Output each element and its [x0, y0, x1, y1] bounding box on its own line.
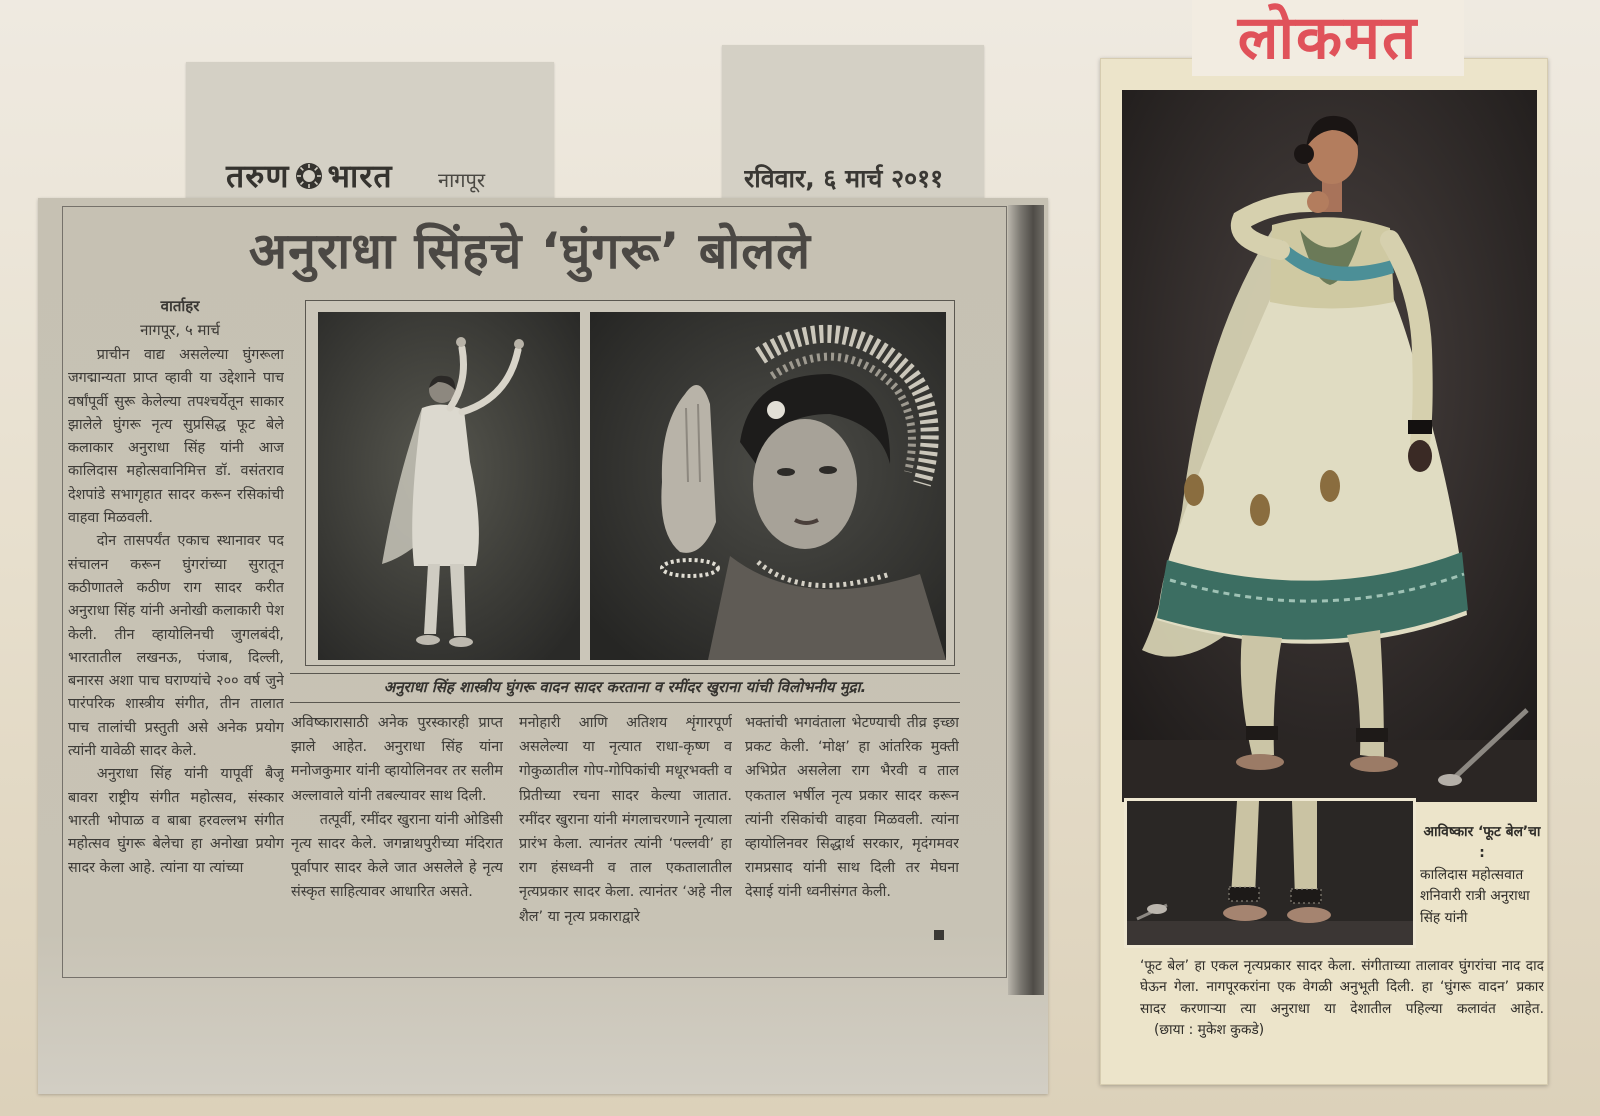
tarun-bharat-emblem-icon: [294, 161, 324, 191]
photo-credit: (छाया : मुकेश कुकडे): [1154, 1022, 1265, 1039]
photo-caption: अनुराधा सिंह शास्त्रीय घुंगरू वादन सादर करताना व रमींदर खुराना यांची विलोभनीय मुद्रा.: [290, 673, 960, 703]
byline: वार्ताहर: [160, 297, 200, 315]
logo-word-tarun: तरुण: [226, 157, 290, 195]
issue-date: रविवार, ६ मार्च २०११: [744, 164, 944, 193]
caption-heading: आविष्कार ‘फूट बेल’चा :: [1423, 824, 1541, 862]
tarun-bharat-date-clip: [722, 45, 984, 202]
photo-anuradha-singh-foot-bell: [1122, 90, 1537, 802]
dateline: नागपूर, ५ मार्च: [140, 321, 220, 339]
dancer-photo-1: [318, 312, 580, 660]
article-column-2: [291, 711, 503, 959]
paragraph: अनुराधा सिंह यांनी यापूर्वी बैजू बावरा राष्ट्रीय संगीत महोत्सव, संस्कार भारती भोपाळ व बाबा हरवल्लभ संगीत महोत्सव घुंगरू बेलेचा हा अनोखा प्रयोग सादर केला आहे. त्यांना या त्यांच्या: [68, 766, 284, 876]
paragraph: प्राचीन वाद्य असलेल्या घुंगरूला जगद्मान्यता प्राप्त व्हावी या उद्देशाने पाच वर्षांपूर्वी सुरू केलेल्या तपश्चर्येतून साकार झालेले घुंगरू नृत्य सुप्रसिद्ध फूट बेले कलाकार अनुराधा सिंह यांनी आज कालिदास महोत्सवानिमित्त डॉ. वसंतराव देशपांडे सभागृहात सादर करून रसिकांची वाहवा मिळवली.: [68, 347, 284, 527]
photo-caption-side: [1420, 822, 1544, 952]
paragraph: दोन तासपर्यंत एकाच स्थानावर पद संचालन करून घुंगरांच्या सुरातून कठीणातले कठीण राग सादर करीत अनुराधा सिंह यांनी अनोखी कलाकारी पेश केली. तीन व्हायोलिनची जुगलबंदी, भारतातील लखनऊ, पंजाब, दिल्ली, बनारस अशा पाच घराण्यांचे २०० वर्ष जुने पारंपरिक शास्त्रीय संगीत, तीन तालात पाच तालांची प्रस्तुती असे अनेक प्रयोग त्यांनी यावेळी सादर केले.: [68, 533, 284, 760]
ankle-bells-photo: [1127, 801, 1413, 945]
paragraph: अविष्कारासाठी अनेक पुरस्कारही प्राप्त झाले आहेत. अनुराधा सिंह यांना मनोजकुमार यांनी व्हायोलिनवर तर सलीम अल्लावाले यांनी तबल्यावर साथ दिली.: [291, 715, 503, 804]
dancer-photo-2: [590, 312, 946, 660]
adjacent-clipping-edge: [1008, 205, 1044, 995]
paragraph: भक्तांची भगवंताला भेटण्याची तीव्र इच्छा प्रकट केली. ‘मोक्ष’ हा आंतरिक मुक्ती अभिप्रेत असलेला राग भैरवी व ताल एकताल भर्षील नृत्य प्रकार सादर करून त्यांनी रसिकांची वाहवा मिळवली. त्यांना व्हायोलिनवर सिद्धार्थ सरकार, मृदंगमवर रामप्रसाद यांनी साथ दिली तर मेघना देसाई यांनी ध्वनीसंगत केली.: [745, 715, 959, 901]
article-column-3: [519, 711, 732, 959]
logo-word-bharat: भारत: [327, 157, 393, 195]
caption-side-text: कालिदास महोत्सवात शनिवारी रात्री अनुराधा सिंह यांनी: [1420, 866, 1530, 926]
article-column-4: [745, 711, 959, 959]
photo-ankle-bells-inset: [1124, 798, 1416, 948]
edition-label: नागपूर: [438, 168, 486, 192]
dancer-photo-main: [1122, 90, 1537, 802]
lokmat-masthead: लोकमत: [1192, 0, 1464, 76]
article-headline: अनुराधा सिंहचे ‘घुंगरू’ बोलले: [248, 222, 812, 280]
paragraph: मनोहारी आणि अतिशय शृंगारपूर्ण असलेल्या या नृत्यात राधा-कृष्ण व गोकुळातील गोप-गोपिकांची मधूरभक्ती व प्रितीच्या रचना सादर केल्या जातात. रमींदर खुराना यांनी मंगलाचरणाने नृत्याला प्रारंभ केला. त्यानंतर त्यांनी ‘पल्लवी’ हा राग हंसध्वनी व ताल एकतालातील नृत्यप्रकार सादर केला. त्यानंतर ‘अहे नील शैल’ या नृत्य प्रकाराद्वारे: [519, 715, 732, 925]
photo-anuradha-singh-dancing: [318, 312, 580, 660]
caption-bottom-text: ‘फूट बेल’ हा एकल नृत्यप्रकार सादर केला. संगीताच्या तालावर घुंगरांचा नाद दाद घेऊन गेला. नागपूरकरांना एक वेगळी अनुभूती दिली. हा ‘घुंगरू वादन’ प्रकार सादर करणाऱ्या त्या अनुराधा या देशातील पहिल्या कलावंत आहेत.: [1140, 958, 1544, 1017]
article-end-mark: [934, 930, 944, 940]
article-column-1: [68, 344, 284, 960]
tarun-bharat-logo: [226, 154, 393, 197]
paragraph: तत्पूर्वी, रमींदर खुराना यांनी ओडिसी नृत्य सादर केले. जगन्नाथपुरीच्या मंदिरात पूर्वापार सादर केले जात असलेले हे नृत्य संस्कृत साहित्यावर आधारित असते.: [291, 811, 503, 901]
photo-raminder-khurana-mudra: [590, 312, 946, 660]
tarun-bharat-masthead-clip: [186, 62, 554, 202]
photo-caption-bottom: [1140, 956, 1544, 1054]
